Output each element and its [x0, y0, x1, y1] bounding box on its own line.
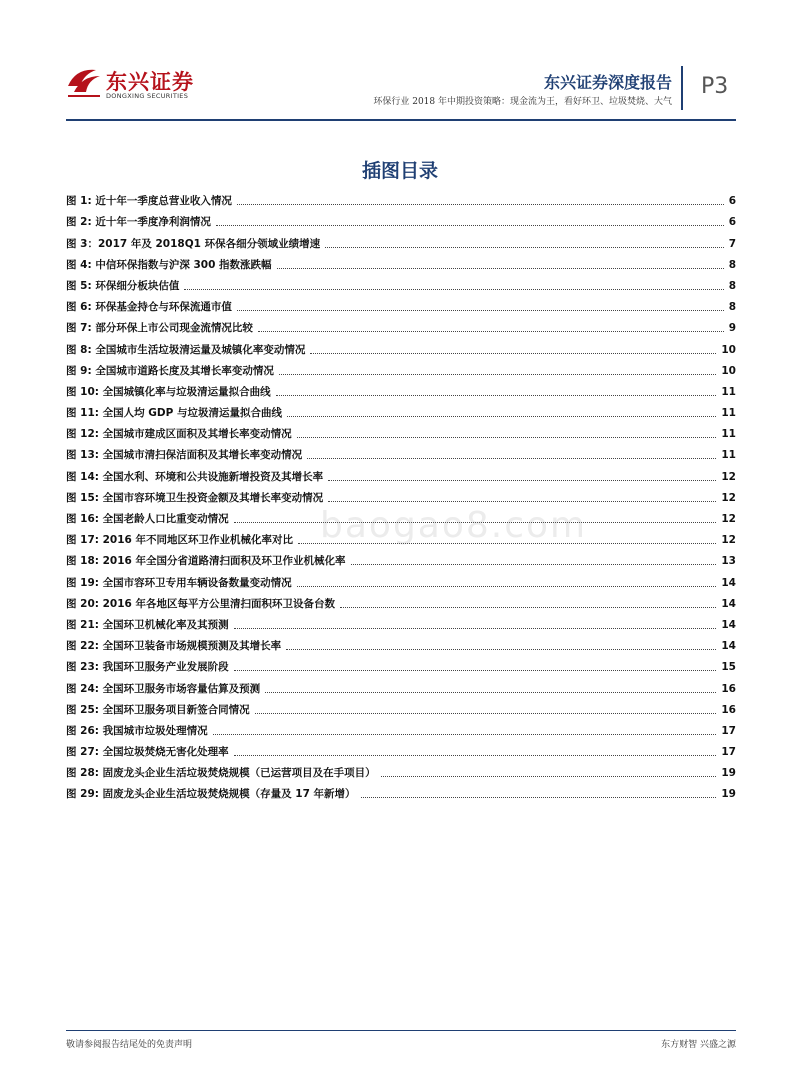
- toc-entry[interactable]: [66, 441, 736, 462]
- toc-leader-dots: [328, 500, 716, 502]
- toc-entry-label: 图 12: 全国城市建成区面积及其增长率变动情况: [66, 428, 292, 441]
- toc-leader-dots: [325, 246, 724, 248]
- disclaimer-note: 敬请参阅报告结尾处的免责声明: [66, 1040, 193, 1050]
- toc-leader-dots: [328, 479, 716, 481]
- toc-entry-page: 14: [721, 640, 736, 653]
- toc-entry[interactable]: [66, 378, 736, 399]
- toc-entry-label: 图 21: 全国环卫机械化率及其预测: [66, 618, 229, 631]
- toc-entry[interactable]: [66, 335, 736, 356]
- footer-slogan: 东方财智 兴盛之源: [661, 1040, 736, 1050]
- toc-entry-page: 14: [721, 597, 736, 610]
- toc-entry[interactable]: [66, 780, 736, 801]
- toc-entry-page: 11: [721, 428, 736, 441]
- toc-entry-label: 图 22: 全国环卫装备市场规模预测及其增长率: [66, 640, 282, 653]
- toc-entry[interactable]: [66, 674, 736, 695]
- toc-entry-label: 图 20: 2016 年各地区每平方公里清扫面积环卫设备台数: [66, 597, 336, 610]
- toc-entry-label: 图 1: 近十年一季度总营业收入情况: [66, 195, 232, 208]
- toc-entry-page: 19: [721, 767, 736, 780]
- toc-entry-label: 图 2: 近十年一季度净利润情况: [66, 216, 211, 229]
- toc-leader-dots: [276, 394, 717, 396]
- toc-entry-page: 16: [721, 682, 736, 695]
- toc-entry-label: 图 11: 全国人均 GDP 与垃圾清运量拟合曲线: [66, 407, 282, 420]
- toc-entry-page: 12: [721, 470, 736, 483]
- toc-leader-dots: [286, 648, 716, 650]
- toc-leader-dots: [234, 669, 717, 671]
- toc-title: 插图目录: [361, 160, 438, 182]
- toc-entry-page: 17: [721, 746, 736, 759]
- toc-entry-label: 图 3：2017 年及 2018Q1 环保各细分领域业绩增速: [66, 237, 321, 250]
- toc-entry[interactable]: [66, 759, 736, 780]
- toc-entry[interactable]: [66, 568, 736, 589]
- toc-entry-label: 图 14: 全国水利、环境和公共设施新增投资及其增长率: [66, 470, 324, 483]
- toc-entry-page: 13: [721, 555, 736, 568]
- toc-leader-dots: [297, 585, 717, 587]
- toc-entry-label: 图 16: 全国老龄人口比重变动情况: [66, 513, 229, 525]
- toc-entry[interactable]: [66, 272, 736, 293]
- toc-entry-label: 图 25: 全国环卫服务项目新签合同情况: [66, 703, 250, 716]
- watermark: baogao8.com: [320, 505, 588, 546]
- toc-entry-label: 图 23: 我国环卫服务产业发展阶段: [66, 661, 229, 674]
- toc-entry-label: 图 5: 环保细分板块估值: [66, 279, 180, 292]
- toc-entry-page: 11: [721, 407, 736, 420]
- toc-entry-page: 16: [721, 703, 736, 716]
- toc-entry-page: 6: [728, 195, 736, 208]
- toc-entry-page: 10: [721, 343, 736, 356]
- toc-entry[interactable]: [66, 653, 736, 674]
- logo-text-en: DONGXING SECURITIES: [106, 92, 189, 100]
- toc-entry-page: 9: [728, 322, 736, 335]
- toc-entry[interactable]: [66, 357, 736, 378]
- toc-leader-dots: [361, 796, 717, 798]
- toc-entry-page: 14: [721, 618, 736, 631]
- footer-rule: [66, 1030, 736, 1031]
- toc-leader-dots: [265, 691, 716, 693]
- report-title: 东兴证券深度报告: [543, 73, 672, 92]
- toc-entry-label: 图 29: 固废龙头企业生活垃圾焚烧规模（存量及 17 年新增）: [66, 788, 356, 801]
- toc-entry-label: 图 10: 全国城镇化率与垃圾清运量拟合曲线: [66, 385, 271, 398]
- toc-entry[interactable]: [66, 208, 736, 229]
- toc-entry-label: 图 6: 环保基金持仓与环保流通市值: [66, 301, 232, 314]
- toc-entry-label: 图 17: 2016 年不同地区环卫作业机械化率对比: [66, 534, 294, 547]
- toc-entry-label: 图 13: 全国城市清扫保洁面积及其增长率变动情况: [66, 449, 303, 462]
- report-header: [0, 0, 800, 125]
- toc-entry[interactable]: [66, 696, 736, 717]
- toc-entry-page: 10: [721, 364, 736, 377]
- toc-leader-dots: [237, 203, 724, 205]
- toc-entry-page: 11: [721, 449, 736, 462]
- toc-entry-label: 图 15: 全国市容环境卫生投资金额及其增长率变动情况: [66, 491, 324, 504]
- toc-leader-dots: [237, 309, 724, 311]
- toc-leader-dots: [351, 563, 717, 565]
- toc-entry[interactable]: [66, 399, 736, 420]
- toc-entry-page: 8: [728, 301, 736, 314]
- toc-entry[interactable]: [66, 314, 736, 335]
- page-number: P3: [701, 74, 729, 99]
- toc-entry-page: 17: [721, 724, 736, 737]
- toc-leader-dots: [255, 712, 717, 714]
- toc-leader-dots: [279, 373, 717, 375]
- toc-entry[interactable]: [66, 187, 736, 208]
- toc-leader-dots: [277, 267, 724, 269]
- toc-entry-page: 14: [721, 576, 736, 589]
- toc-entry-label: 图 28: 固废龙头企业生活垃圾焚烧规模（已运营项目及在手项目）: [66, 767, 376, 780]
- toc-entry[interactable]: [66, 293, 736, 314]
- toc-entry-page: 11: [721, 385, 736, 398]
- header-divider: [681, 66, 683, 110]
- toc-entry-label: 图 19: 全国市容环卫专用车辆设备数量变动情况: [66, 576, 292, 589]
- toc-entry[interactable]: [66, 717, 736, 738]
- toc-entry[interactable]: [66, 229, 736, 250]
- toc-entry-page: 7: [728, 237, 736, 250]
- toc-entry-page: 19: [721, 788, 736, 801]
- toc-entry-label: 图 9: 全国城市道路长度及其增长率变动情况: [66, 364, 274, 377]
- toc-entry[interactable]: [66, 547, 736, 568]
- toc-leader-dots: [184, 288, 723, 290]
- toc-entry[interactable]: [66, 484, 736, 505]
- logo-mark-icon: [66, 64, 102, 98]
- toc-entry-page: 8: [728, 279, 736, 292]
- toc-entry-label: 图 24: 全国环卫服务市场容量估算及预测: [66, 682, 261, 695]
- toc-entry-label: 图 8: 全国城市生活垃圾清运量及城镇化率变动情况: [66, 343, 306, 356]
- toc-entry-label: 图 26: 我国城市垃圾处理情况: [66, 724, 208, 737]
- logo-text-cn: 东兴证券: [106, 70, 194, 94]
- toc-entry-label: 图 7: 部分环保上市公司现金流情况比较: [66, 322, 253, 335]
- toc-leader-dots: [216, 224, 724, 226]
- toc-entry-page: 12: [721, 491, 736, 504]
- toc-entry-label: 图 27: 全国垃圾焚烧无害化处理率: [66, 746, 229, 759]
- figure-list: [66, 187, 736, 801]
- toc-entry-label: 图 4: 中信环保指数与沪深 300 指数涨跌幅: [66, 258, 272, 271]
- header-rule: [66, 119, 736, 121]
- toc-entry-page: 6: [728, 216, 736, 229]
- toc-entry-page: 15: [721, 661, 736, 674]
- toc-entry[interactable]: [66, 420, 736, 441]
- toc-entry[interactable]: [66, 632, 736, 653]
- toc-entry-page: 12: [721, 513, 736, 525]
- toc-leader-dots: [310, 352, 716, 354]
- toc-entry-label: 图 18: 2016 年全国分省道路清扫面积及环卫作业机械化率: [66, 555, 346, 568]
- toc-entry[interactable]: [66, 611, 736, 632]
- toc-entry[interactable]: [66, 462, 736, 483]
- toc-entry-page: 12: [721, 534, 736, 547]
- toc-leader-dots: [340, 606, 716, 608]
- toc-leader-dots: [234, 754, 717, 756]
- toc-entry-page: 8: [728, 258, 736, 271]
- toc-entry[interactable]: [66, 590, 736, 611]
- toc-leader-dots: [287, 415, 716, 417]
- company-logo: [66, 64, 226, 104]
- toc-leader-dots: [307, 457, 716, 459]
- toc-entry[interactable]: [66, 738, 736, 759]
- toc-leader-dots: [213, 733, 717, 735]
- toc-leader-dots: [381, 775, 717, 777]
- toc-leader-dots: [297, 436, 717, 438]
- toc-leader-dots: [234, 627, 717, 629]
- toc-leader-dots: [258, 330, 724, 332]
- report-subtitle: 环保行业 2018 年中期投资策略：现金流为王，看好环卫、垃圾焚烧、大气: [373, 97, 672, 107]
- toc-entry[interactable]: [66, 251, 736, 272]
